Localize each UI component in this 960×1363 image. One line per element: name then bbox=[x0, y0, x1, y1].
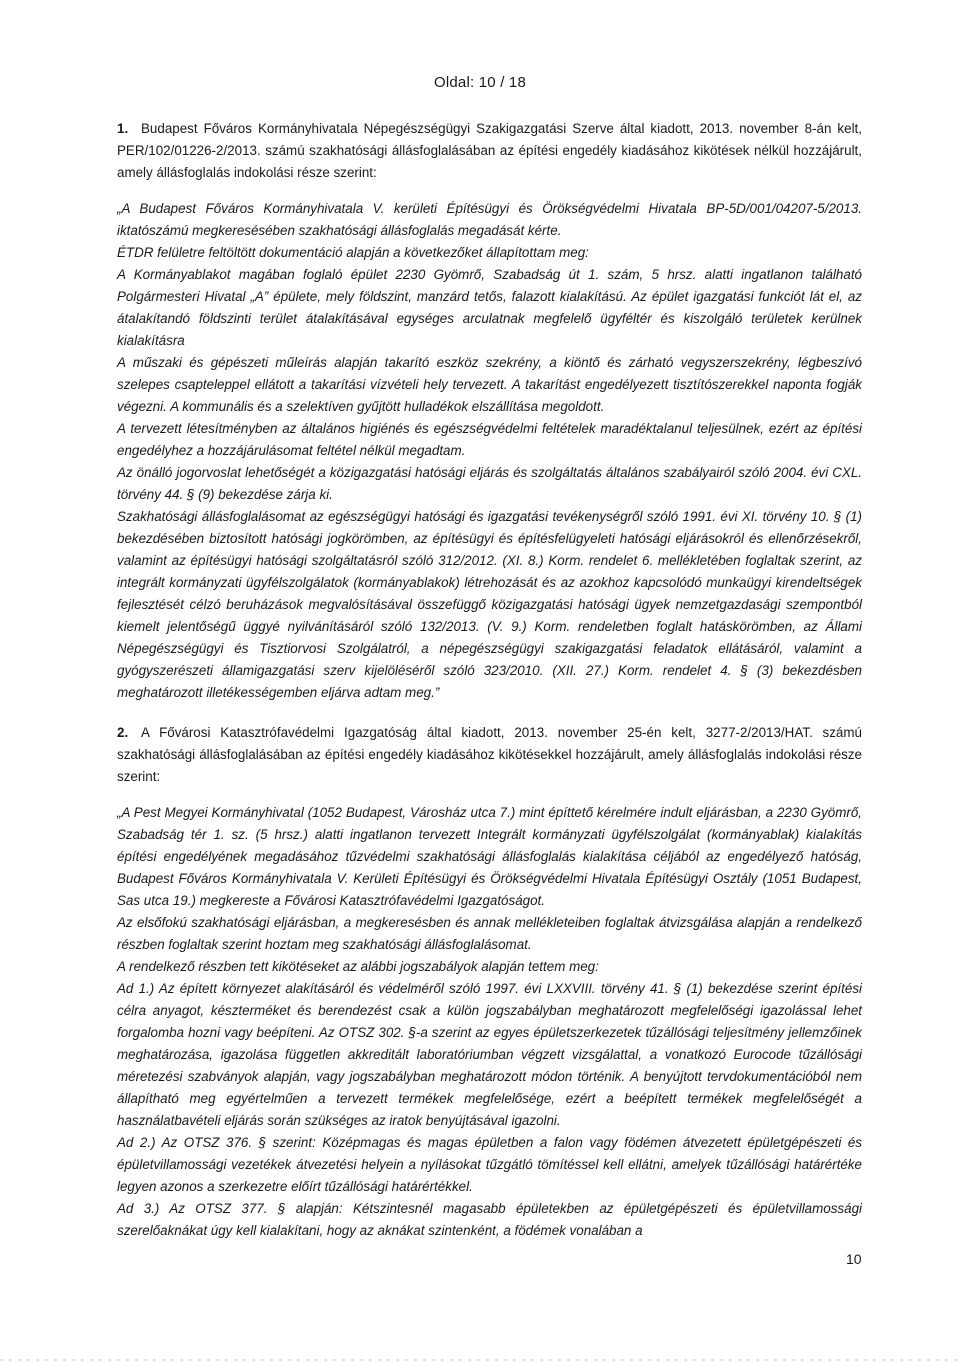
section-1-paragraph: Szakhatósági állásfoglalásomat az egészségügyi hatósági és igazgatási tevékenységről szóló 1991. évi XI. törvény 10. § (1) bekezdésében biztosított hatósági jogkörömben, az építésügyi és építésfelügyeleti hatósági eljárásokról és ellenőrzésekről, valamint az építésügyi hatósági szolgáltatásról szóló 312/2012. (XI. 8.) Korm. rendelet 6. mellékletében foglaltak szerint, az integrált kormányzati ügyfélszolgálatok (kormányablakok) létrehozását és az azokhoz kapcsolódó munkaügyi kirendeltségek fejlesztését célzó beruházások megvalósításával összefüggő közigazgatási hatósági ügyek nemzetgazdasági szempontból kiemelt jelentőségű üggyé nyilvánításáról szóló 132/2013. (V. 9.) Korm. rendeletben foglalt hatáskörömben, az Állami Népegészségügyi és Tisztiorvosi Szolgálatról, a népegészségügyi szakigazgatási feladatok ellátásáról, valamint a gyógyszerészeti államigazgatási szerv kijelöléséről szóló 323/2010. (XII. 27.) Korm. rendelet 4. § (3) bekezdésben meghatározott illetékességemben eljárva adtam meg.” bbox=[117, 509, 862, 700]
section-2-paragraph: Ad 2.) Az OTSZ 376. § szerint: Középmagas és magas épületben a falon vagy födémen átvezetett épületgépészeti és épületvillamossági vezetékek átvezetési helyein a nyílásokat tűzgátló tömítéssel kell ellátni, amelyek tűzállósági határértéke legyen azonos a szerkezetre előírt tűzállósági határértékkel. bbox=[117, 1135, 862, 1194]
section-1-paragraph: A tervezett létesítményben az általános higiénés és egészségvédelmi feltételek maradéktalanul teljesülnek, ezért az építési engedélyhez a hozzájárulásomat feltétel nélkül megadtam. bbox=[117, 421, 862, 458]
scan-edge-artifact bbox=[0, 1359, 960, 1361]
section-2-paragraph: Ad 3.) Az OTSZ 377. § alapján: Kétszintesnél magasabb épületekben az épületgépészeti és épületvillamossági szerelőaknákat úgy kell kialakítani, hogy az aknákat szintenként, a födémek vonalában a bbox=[117, 1201, 862, 1238]
section-1-paragraph: A műszaki és gépészeti műleírás alapján takarító eszköz szekrény, a kiöntő és zárható vegyszerszekrény, légbeszívó szelepes csapteleppel ellátott a takarítási vízvételi hely tervezett. A takarítást engedélyezett tisztítószerekkel naponta fogják végezni. A kommunális és a szelektíven gyűjtött hulladékok elszállítása megoldott. bbox=[117, 355, 862, 414]
section-1-paragraph: Az önálló jogorvoslat lehetőségét a közigazgatási hatósági eljárás és szolgáltatás általános szabályairól szóló 2004. évi CXL. törvény 44. § (9) bekezdése zárja ki. bbox=[117, 465, 862, 502]
section-2-heading bbox=[117, 722, 862, 788]
section-1-heading bbox=[117, 118, 862, 184]
section-1-paragraph: A Kormányablakot magában foglaló épület 2230 Gyömrő, Szabadság út 1. szám, 5 hrsz. alatti ingatlanon található Polgármesteri Hivatal „A” épülete, mely földszint, manzárd tetős, falazott kialakítású. Az épület igazgatási funkciót lát el, az átalakítandó földszinti terület átalakításával egységes arculatnak megfelelő ügyféltér és kiszolgáló területek kerülnek kialakításra bbox=[117, 267, 862, 348]
section-1-paragraph: ÉTDR felületre feltöltött dokumentáció alapján a következőket állapítottam meg: bbox=[117, 245, 589, 260]
page-header: Oldal: 10 / 18 bbox=[433, 74, 527, 91]
section-2-paragraph: A rendelkező részben tett kikötéseket az alábbi jogszabályok alapján tettem meg: bbox=[117, 959, 599, 974]
section-2-paragraph: Ad 1.) Az épített környezet alakításáról és védelméről szóló 1997. évi LXXVIII. törvény 41. § (1) bekezdése szerint építési célra anyagot, készterméket és berendezést csak a külön jogszabályban meghatározott megfelelőségi igazolással lehet forgalomba hozni vagy beépíteni. Az OTSZ 302. §-a szerint az egyes épületszerkezetek tűzállósági teljesítmény jellemzőinek meghatározása, igazolása független akkreditált laboratóriumban végzett vizsgálattal, a vonatkozó Eurocode tűzállósági méretezési szabványok alapján, vagy jogszabályban meghatározott módon történik. A benyújtott tervdokumentációból nem állapítható meg egyértelműen a tervezett termékek megfelelősége, ezért a beépített termékek megfelelőségét a használatbavételi eljárás során szükséges az iratok benyújtásával igazolni. bbox=[117, 981, 862, 1128]
document-body bbox=[117, 118, 862, 1242]
section-1-number: 1. bbox=[117, 121, 129, 136]
section-1-quote bbox=[117, 198, 862, 704]
section-2-quote bbox=[117, 802, 862, 1242]
section-1-paragraph: „A Budapest Főváros Kormányhivatala V. kerületi Építésügyi és Örökségvédelmi Hivatala BP-5D/001/04207-5/2013. iktatószámú megkeresésében szakhatósági állásfoglalás megadását kérte. bbox=[117, 201, 862, 238]
page-number: 10 bbox=[846, 1251, 862, 1267]
section-2-paragraph: „A Pest Megyei Kormányhivatal (1052 Budapest, Városház utca 7.) mint építtető kérelmére indult eljárásban, a 2230 Gyömrő, Szabadság tér 1. sz. (5 hrsz.) alatti ingatlanon tervezett Integrált kormányzati ügyfélszolgálat (kormányablak) kialakítás építési engedélyének megadásához tűzvédelmi szakhatósági állásfoglalás kialakítása céljából az engedélyező hatóság, Budapest Főváros Kormányhivatala V. Kerületi Építésügyi és Örökségvédelmi Hivatala Építésügyi Osztály (1051 Budapest, Sas utca 19.) megkereste a Fővárosi Katasztrófavédelmi Igazgatóságot. bbox=[117, 805, 862, 908]
section-1-title: Budapest Főváros Kormányhivatala Népegészségügyi Szakigazgatási Szerve által kiadott, 2013. november 8-án kelt, PER/102/01226-2/2013. számú szakhatósági állásfoglalásában az építési engedély kiadásához kikötések nélkül hozzájárult, amely állásfoglalás indokolási része szerint: bbox=[117, 121, 862, 180]
section-2-number: 2. bbox=[117, 725, 129, 740]
section-2-paragraph: Az elsőfokú szakhatósági eljárásban, a megkeresésben és annak mellékleteiben foglaltak átvizsgálása alapján a rendelkező részben foglaltak szerint hoztam meg szakhatósági állásfoglalásomat. bbox=[117, 915, 862, 952]
section-2-title: A Fővárosi Katasztrófavédelmi Igazgatóság által kiadott, 2013. november 25-én kelt, 3277-2/2013/HAT. számú szakhatósági állásfoglalásában az építési engedély kiadásához kikötésekkel hozzájárult, amely állásfoglalás indokolási része szerint: bbox=[117, 725, 862, 784]
